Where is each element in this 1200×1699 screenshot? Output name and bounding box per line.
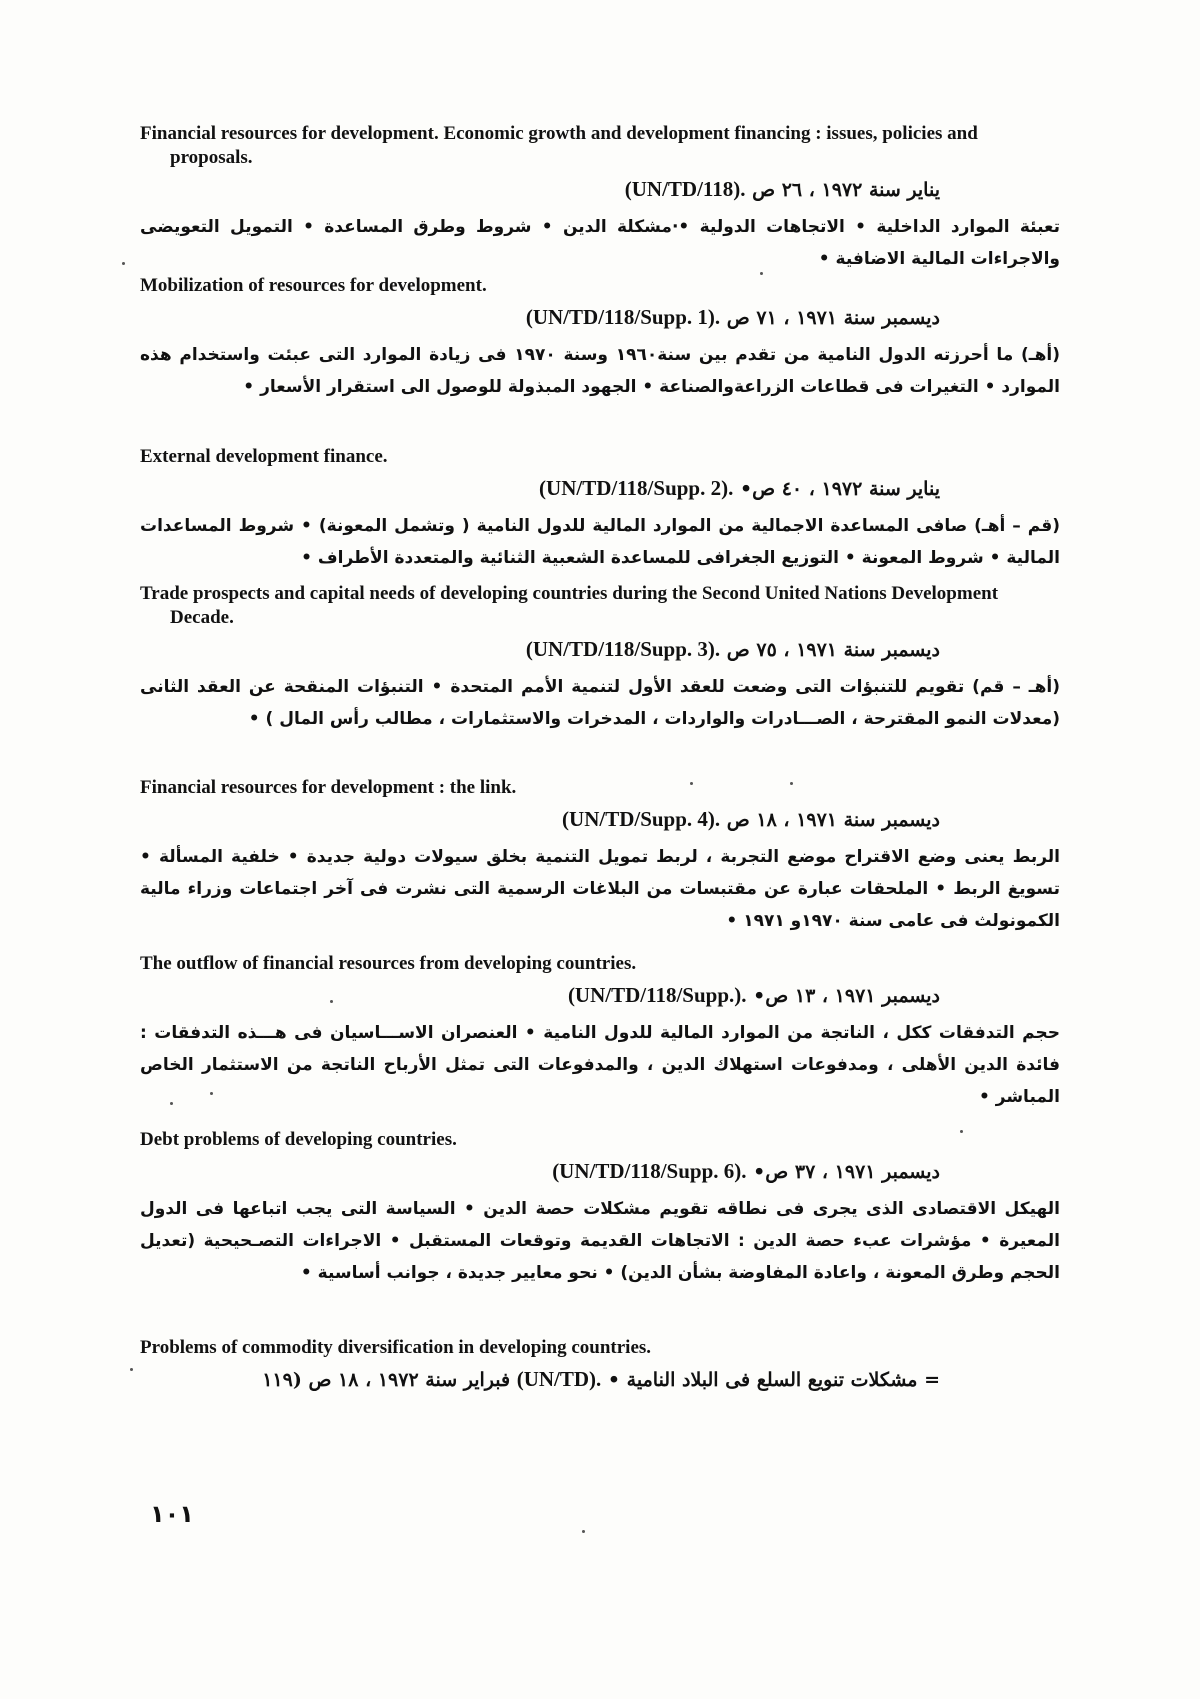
scan-speck — [330, 1000, 333, 1003]
bibliography-entry — [140, 582, 1060, 735]
scan-speck — [210, 1092, 213, 1095]
scan-speck — [960, 1130, 963, 1133]
entry-date-pages: ديسمبر ١٩٧١ ، ١٣ ص• — [753, 985, 940, 1007]
entry-title-en: Financial resources for development : the link. — [140, 777, 517, 798]
entry-reference — [140, 1364, 1060, 1395]
entry-reference — [140, 804, 1060, 835]
entry-summary-ar: = مشكلات تنويع السلع فى البلاد النامية • — [607, 1369, 940, 1391]
entry-symbol: (UN/TD). — [516, 1367, 602, 1391]
entry-reference — [140, 980, 1060, 1011]
entry-summary-ar: (أهـ – قم) تقويم للتنبؤات التى وضعت للعقد الأول لتنمية الأمم المتحدة • التنبؤات المنقحة عن العقد الثانى (معدلات النمو المقترحة ، الصـــادرات والواردات ، المدخرات والاستثمارات ، مطالب رأس المال ) • — [140, 677, 1060, 729]
entry-reference — [140, 473, 1060, 504]
entry-title-en: Mobilization of resources for development. — [140, 275, 487, 296]
bibliography-entry — [140, 776, 1060, 937]
entry-reference — [140, 634, 1060, 665]
scan-speck — [130, 1368, 133, 1371]
entry-date-pages: ديسمبر سنة ١٩٧١ ، ٧٥ ص — [726, 639, 940, 661]
entry-title-en: External development finance. — [140, 446, 388, 467]
entry-title-en: Problems of commodity diversification in developing countries. — [140, 1337, 652, 1358]
entry-summary-ar: تعبئة الموارد الداخلية • الاتجاهات الدولية •·مشكلة الدين • شروط وطرق المساعدة • التمويل التعويضى والاجراءات المالية الاضافية • — [140, 217, 1060, 269]
scan-speck — [582, 1530, 585, 1533]
bibliography-entry — [140, 1128, 1060, 1289]
entry-symbol: (UN/TD/118/Supp. 1). — [525, 305, 721, 329]
entry-symbol: (UN/TD/Supp. 4). — [562, 807, 721, 831]
bibliography-entry — [140, 274, 1060, 403]
entry-summary-ar: (قم – أهـ) صافى المساعدة الاجمالية من الموارد المالية للدول النامية ( وتشمل المعونة) • شروط المساعدات المالية • شروط المعونة • التوزيع الجغرافى للمساعدة الشعبية الثنائية والمتعددة الأطراف • — [140, 516, 1060, 568]
entry-reference — [140, 1156, 1060, 1187]
entry-summary-ar: الهيكل الاقتصادى الذى يجرى فى نطاقه تقويم مشكلات حصة الدين • السياسة التى يجب اتباعها فى الدول المعيرة • مؤشرات عبء حصة الدين : الاتجاهات القديمة وتوقعات المستقبل • الاجراءات التصـحيحية (تعديل الحجم وطرق المعونة ، واعادة المفاوضة بشأن الدين) • نحو معايير جديدة ، جوانب أساسية • — [140, 1199, 1060, 1283]
entry-title-en: Financial resources for development. Economic growth and development financing : issues, policies and proposals. — [140, 123, 978, 168]
entry-symbol: (UN/TD/118). — [624, 177, 746, 201]
entry-title-en: Trade prospects and capital needs of developing countries during the Second United Nations Development Decade. — [140, 583, 999, 628]
bibliography-entry — [140, 122, 1060, 275]
entry-date-pages: يناير سنة ١٩٧٢ ، ٢٦ ص — [752, 179, 940, 201]
entry-reference — [140, 302, 1060, 333]
scan-speck — [760, 272, 763, 275]
entry-date-pages: يناير سنة ١٩٧٢ ، ٤٠ ص• — [739, 478, 940, 500]
entry-date-pages: ديسمبر ١٩٧١ ، ٣٧ ص• — [753, 1161, 940, 1183]
bibliography-entry — [140, 952, 1060, 1113]
page-number: ١٠١ — [150, 1500, 194, 1528]
scan-speck — [790, 782, 793, 785]
entry-symbol: (UN/TD/118/Supp. 3). — [525, 637, 721, 661]
entry-summary-ar: (أهـ) ما أحرزته الدول النامية من تقدم بين سنة١٩٦٠ وسنة ١٩٧٠ فى زيادة الموارد التى عبئت واستخدام هذه الموارد • التغيرات فى قطاعات الزراعةوالصناعة • الجهود المبذولة للوصول الى استقرار الأسعار • — [140, 345, 1060, 397]
scan-speck — [690, 782, 693, 785]
entry-summary-ar: الربط يعنى وضع الاقتراح موضع التجربة ، لربط تمويل التنمية بخلق سيولات دولية جديدة • خلفية المسألة • تسويغ الربط • الملحقات عبارة عن مقتبسات من البلاغات الرسمية التى نشرت فى آخر اجتماعات وزراء مالية الكمونولث فى عامى سنة ١٩٧٠و ١٩٧١ • — [140, 847, 1060, 931]
entry-date-pages: ديسمبر سنة ١٩٧١ ، ٧١ ص — [726, 307, 940, 329]
entry-title-en: Debt problems of developing countries. — [140, 1129, 457, 1150]
entry-symbol: (UN/TD/118/Supp. 6). — [552, 1159, 747, 1183]
entry-date-pages: ديسمبر سنة ١٩٧١ ، ١٨ ص — [726, 809, 940, 831]
bibliography-entry — [140, 1336, 1060, 1395]
bibliography-entry — [140, 445, 1060, 574]
entry-reference — [140, 174, 1060, 205]
entry-date-pages: فبراير سنة ١٩٧٢ ، ١٨ ص (١١٩ — [262, 1369, 511, 1391]
entry-title-en: The outflow of financial resources from developing countries. — [140, 953, 637, 974]
entry-symbol: (UN/TD/118/Supp. 2). — [539, 476, 734, 500]
scan-speck — [170, 1102, 173, 1105]
entry-summary-ar: حجم التدفقات ككل ، الناتجة من الموارد المالية للدول النامية • العنصران الاســـاسيان فى هـــذه التدفقات : فائدة الدين الأهلى ، ومدفوعات استهلاك الدين ، والمدفوعات التى تمثل الأرباح الناتجة من الاستثمار الخاص المباشر • — [140, 1023, 1060, 1107]
scan-speck — [122, 262, 125, 265]
entry-symbol: (UN/TD/118/Supp.). — [567, 983, 747, 1007]
